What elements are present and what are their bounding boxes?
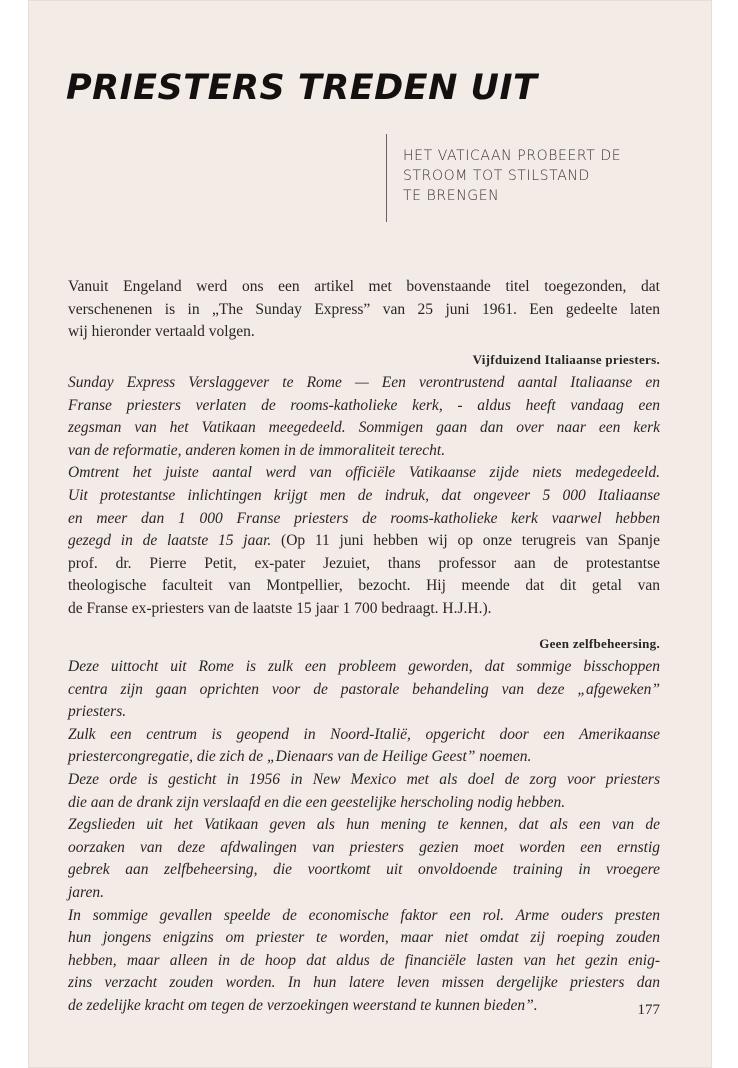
body-line: van de reformatie, anderen komen in de immoraliteit terecht. [68,441,446,459]
body-line: en meer dan 1 000 Franse priesters de rooms-katholieke kerk vaarwel hebben [68,509,660,527]
intro-paragraph [68,276,660,344]
section-heading-zelfbeheersing: Geen zelfbeheersing. [539,636,660,651]
subtitle-line: STROOM TOT STILSTAND [403,168,590,184]
body-line: zins verzacht zouden worden. In hun latere leven missen dergelijke priesters dan [68,974,660,992]
body-line: In sommige gevallen speelde de economische faktor een rol. Arme ouders presten [68,906,660,924]
body-line: zegsman van het Vatikaan meegedeeld. Sommigen gaan dan over naar een kerk [68,419,660,437]
body-line: Deze orde is gesticht in 1956 in New Mexico met als doel de zorg voor priesters [68,770,660,788]
body-line: priesters. [68,703,127,721]
roman-fragment: (Op 11 juni hebben wij op onze terugreis van Spanje [271,532,660,550]
body-line: de zedelijke kracht om tegen de verzoekingen weerstand te kunnen bieden”. [68,996,538,1014]
section-1-body [68,372,660,621]
body-line: Omtrent het juiste aantal werd van officiële Vatikaanse zijde niets medegedeeld. [68,464,660,482]
page-number: 177 [637,1002,660,1018]
body-line: hebben, maar alleen in de hoop dat aldus de financiële lasten van het gezin enig- [68,951,660,969]
subtitle-divider [386,134,387,222]
body-line: Zulk een centrum is geopend in Noord-Italië, opgericht door een Amerikaanse [68,725,660,743]
body-line: prof. dr. Pierre Petit, ex-pater Jezuiet, thans professor aan de protestantse [68,554,660,572]
magazine-page [28,0,712,1068]
body-line: Sunday Express Verslaggever te Rome — Een verontrustend aantal Italiaanse en [68,374,660,391]
subtitle-line: TE BRENGEN [403,188,500,204]
body-line: gebrek aan zelfbeheersing, die voortkomt uit onvoldoende training in vroegere [68,861,660,879]
section-heading-vijfduizend: Vijfduizend Italiaanse priesters. [472,352,660,367]
section-2-body [68,656,660,1018]
italic-fragment: gezegd in de laatste 15 jaar. [68,532,272,550]
body-line: theologische faculteit van Montpellier, bezocht. Hij meende dat dit getal van [68,577,660,595]
article-subtitle [403,146,693,206]
body-line: die aan de drank zijn verslaafd en die een geestelijke herscholing nodig hebben. [68,793,566,811]
body-line: oorzaken van deze afdwalingen van priesters gezien moet worden een ernstig [68,838,660,856]
body-line: hun jongens enigzins om priester te worden, maar niet omdat zij roeping zouden [68,929,660,947]
intro-line: Vanuit Engeland werd ons een artikel met bovenstaande titel toegezonden, dat [68,278,660,295]
body-line: Uit protestantse inlichtingen krijgt men de indruk, dat ongeveer 5 000 Italiaanse [68,486,660,504]
subtitle-line: HET VATICAAN PROBEERT DE [403,148,622,164]
body-line-mixed [68,530,660,553]
article-title: PRIESTERS TREDEN UIT [66,68,538,108]
body-line: Deze uittocht uit Rome is zulk een probleem geworden, dat sommige bisschoppen [68,658,660,675]
intro-line: verschenenen is in „The Sunday Express” van 25 juni 1961. Een gedeelte laten [68,300,660,318]
body-line: priestercongregatie, die zich de „Dienaars van de Heilige Geest” noemen. [68,748,532,766]
body-line: jaren. [68,883,105,901]
body-line: de Franse ex-priesters van de laatste 15 jaar 1 700 bedraagt. H.J.H.). [68,599,492,617]
body-line: Zegslieden uit het Vatikaan geven als hun mening te kennen, dat als een van de [68,816,660,834]
intro-line: wij hieronder vertaald volgen. [68,323,255,341]
body-line: Franse priesters verlaten de rooms-katholieke kerk, - aldus heeft vandaag een [68,396,660,414]
body-line: centra zijn gaan oprichten voor de pastorale behandeling van deze „afgeweken” [68,680,660,698]
